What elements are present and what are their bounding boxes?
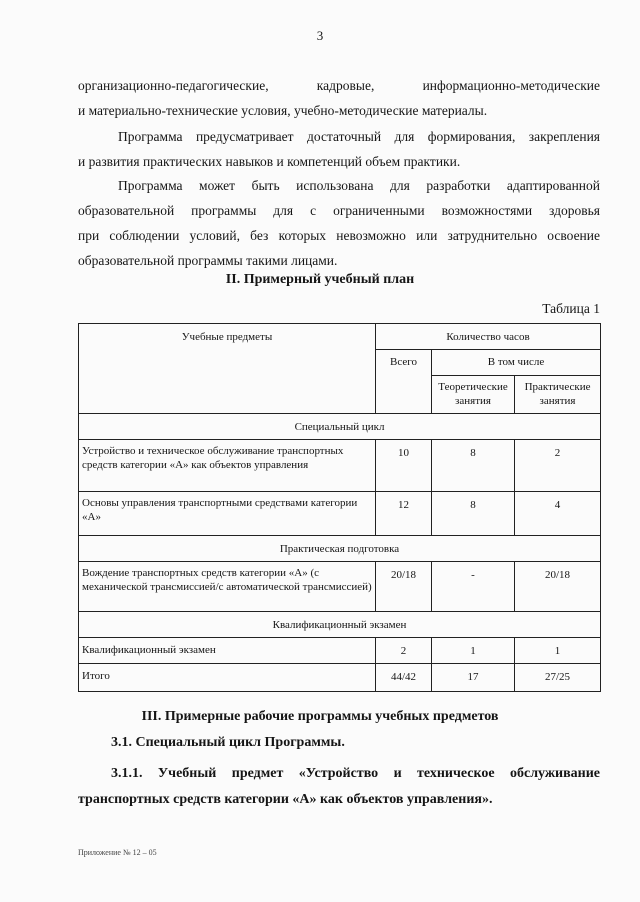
section-title: II. Примерный учебный план [225, 272, 415, 287]
hours-total: 2 [376, 638, 432, 664]
hours-theory: 8 [432, 492, 515, 536]
text-line: Программа предусматривает достаточный для формирования, закрепления [118, 129, 600, 144]
subsection-title: 3.1. Специальный цикл Программы. [111, 735, 345, 750]
header-hours: Количество часов [376, 324, 601, 350]
table-row [79, 440, 601, 492]
hours-total: 12 [376, 492, 432, 536]
paragraph-adapted [78, 173, 600, 273]
subject-name: Итого [79, 664, 376, 692]
hours-practice: 27/25 [515, 664, 601, 692]
hours-total: 44/42 [376, 664, 432, 692]
header-subjects: Учебные предметы [79, 324, 376, 414]
page-number: 3 [316, 28, 324, 43]
header-total: Всего [376, 350, 432, 414]
section-row-practical: Практическая подготовка [79, 536, 601, 562]
text-line: образовательной программы такими лицами. [78, 253, 338, 268]
header-including: В том числе [432, 350, 601, 376]
table-row [79, 638, 601, 664]
hours-total: 10 [376, 440, 432, 492]
text-line: и развития практических навыков и компетенций объем практики. [78, 154, 461, 169]
paragraph-practice [78, 124, 600, 174]
section-title: III. Примерные рабочие программы учебных предметов [141, 709, 499, 724]
subject-name: Основы управления транспортными средствами категории «А» [79, 492, 376, 536]
hours-practice: 20/18 [515, 562, 601, 612]
curriculum-table [78, 323, 601, 692]
hours-practice: 2 [515, 440, 601, 492]
footer-note: Приложение № 12 – 05 [78, 848, 157, 857]
hours-theory: 8 [432, 440, 515, 492]
subsection-heading [78, 761, 600, 813]
section-row-exam: Квалификационный экзамен [79, 612, 601, 638]
text-line: и материально-технические условия, учебно-методические материалы. [78, 103, 488, 118]
subject-name: Вождение транспортных средств категории «А» (с механической трансмиссией/с автоматической трансмиссией) [79, 562, 376, 612]
hours-practice: 1 [515, 638, 601, 664]
table-row [79, 562, 601, 612]
text-line: при соблюдении условий, без которых невозможно или затруднительно освоение [78, 228, 600, 243]
table-caption: Таблица 1 [542, 301, 600, 316]
text-line: образовательной программы для с ограниченными возможностями здоровья [78, 203, 600, 218]
paragraph-conditions [78, 73, 600, 123]
section-row-special: Специальный цикл [79, 414, 601, 440]
hours-practice: 4 [515, 492, 601, 536]
hours-theory: 17 [432, 664, 515, 692]
heading-line: транспортных средств категории «А» как объектов управления». [78, 792, 493, 807]
subject-name: Устройство и техническое обслуживание транспортных средств категории «А» как объектов управления [79, 440, 376, 492]
hours-total: 20/18 [376, 562, 432, 612]
table-row-total [79, 664, 601, 692]
heading-line: 3.1.1. Учебный предмет «Устройство и техническое обслуживание [111, 766, 600, 781]
text-line: Программа может быть использована для разработки адаптированной [118, 178, 600, 193]
subject-name: Квалификационный экзамен [79, 638, 376, 664]
header-practice: Практические занятия [515, 376, 601, 414]
hours-theory: 1 [432, 638, 515, 664]
header-theory: Теоретические занятия [432, 376, 515, 414]
text-line: организационно-педагогические, кадровые, информационно-методические [78, 78, 600, 93]
hours-theory: - [432, 562, 515, 612]
table-row [79, 492, 601, 536]
